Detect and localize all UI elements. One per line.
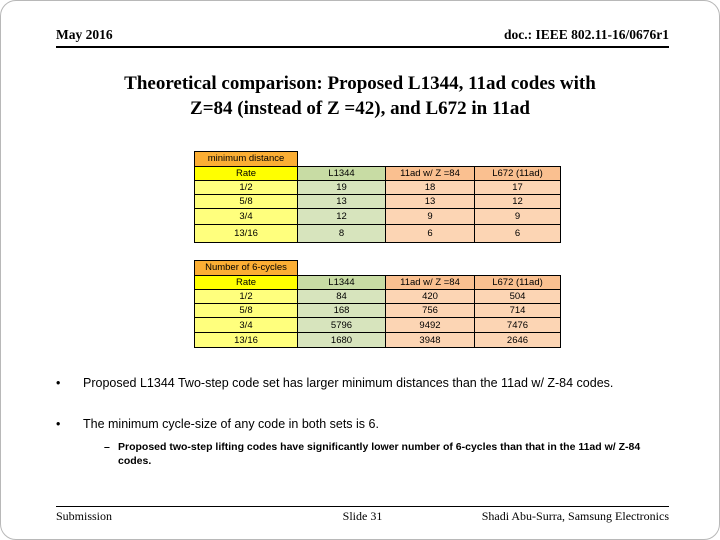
column-header: L1344	[298, 167, 386, 181]
slide-title-line1: Theoretical comparison: Proposed L1344, 11ad codes with	[124, 73, 596, 94]
bullet-item	[56, 375, 661, 392]
sub-bullet-item	[104, 441, 661, 468]
column-header: L672 (11ad)	[475, 276, 561, 290]
table-header-row	[195, 276, 561, 290]
table-cell: 5/8	[195, 304, 298, 318]
table-cell: 84	[298, 290, 386, 304]
bullet-item	[56, 416, 661, 433]
table-cell: 1680	[298, 333, 386, 348]
table-header-row	[195, 167, 561, 181]
table-row	[195, 318, 561, 333]
table-cell: 5796	[298, 318, 386, 333]
table-cell: 756	[386, 304, 475, 318]
table-row	[195, 290, 561, 304]
table-cell: 9492	[386, 318, 475, 333]
table-row	[195, 225, 561, 243]
table-cell: 504	[475, 290, 561, 304]
table-caption: Number of 6-cycles	[194, 260, 298, 275]
table-cell: 12	[298, 209, 386, 225]
column-header: L672 (11ad)	[475, 167, 561, 181]
table-cell: 6	[386, 225, 475, 243]
six-cycles-table-block	[194, 260, 561, 348]
column-header: L1344	[298, 276, 386, 290]
bullet-list	[56, 375, 661, 468]
column-header: 11ad w/ Z =84	[386, 167, 475, 181]
slide-footer	[56, 509, 669, 524]
table-cell: 9	[475, 209, 561, 225]
slide-header	[56, 27, 669, 43]
header-rule	[56, 46, 669, 48]
slide-title	[41, 71, 679, 121]
table-row	[195, 181, 561, 195]
table-row	[195, 333, 561, 348]
sub-bullet-marker: –	[104, 441, 110, 453]
table-cell: 3/4	[195, 318, 298, 333]
bullet-marker: •	[56, 376, 61, 390]
slide-title-line2: Z=84 (instead of Z =42), and L672 in 11ad	[190, 98, 530, 119]
table-cell: 13/16	[195, 225, 298, 243]
six-cycles-table	[194, 275, 561, 348]
table-row	[195, 195, 561, 209]
footer-slide-number: Slide 31	[342, 509, 383, 523]
bullet-text: The minimum cycle-size of any code in both sets is 6.	[83, 417, 379, 431]
column-header: 11ad w/ Z =84	[386, 276, 475, 290]
table-caption: minimum distance	[194, 151, 298, 166]
table-cell: 1/2	[195, 181, 298, 195]
table-cell: 13	[298, 195, 386, 209]
table-cell: 13	[386, 195, 475, 209]
bullet-text: Proposed L1344 Two-step code set has larger minimum distances than the 11ad w/ Z-84 codes.	[83, 376, 614, 390]
table-cell: 3948	[386, 333, 475, 348]
table-row	[195, 304, 561, 318]
column-header: Rate	[195, 167, 298, 181]
table-cell: 5/8	[195, 195, 298, 209]
table-cell: 19	[298, 181, 386, 195]
footer-submission: Submission	[56, 509, 113, 523]
table-cell: 420	[386, 290, 475, 304]
table-cell: 13/16	[195, 333, 298, 348]
min-distance-table-block	[194, 151, 561, 243]
table-cell: 18	[386, 181, 475, 195]
header-date: May 2016	[56, 27, 113, 42]
table-cell: 7476	[475, 318, 561, 333]
table-cell: 1/2	[195, 290, 298, 304]
footer-author: Shadi Abu-Surra, Samsung Electronics	[481, 509, 670, 523]
table-row	[195, 209, 561, 225]
sub-bullet-text: Proposed two-step lifting codes have significantly lower number of 6-cycles than that in the 11ad w/ Z-84 codes.	[118, 441, 641, 467]
table-cell: 6	[475, 225, 561, 243]
bullet-marker: •	[56, 417, 61, 431]
header-doc-number: doc.: IEEE 802.11-16/0676r1	[503, 27, 669, 42]
table-cell: 168	[298, 304, 386, 318]
table-cell: 714	[475, 304, 561, 318]
min-distance-table	[194, 166, 561, 243]
table-cell: 12	[475, 195, 561, 209]
table-cell: 8	[298, 225, 386, 243]
table-cell: 2646	[475, 333, 561, 348]
column-header: Rate	[195, 276, 298, 290]
table-cell: 3/4	[195, 209, 298, 225]
table-cell: 17	[475, 181, 561, 195]
table-cell: 9	[386, 209, 475, 225]
footer-rule	[56, 506, 669, 507]
